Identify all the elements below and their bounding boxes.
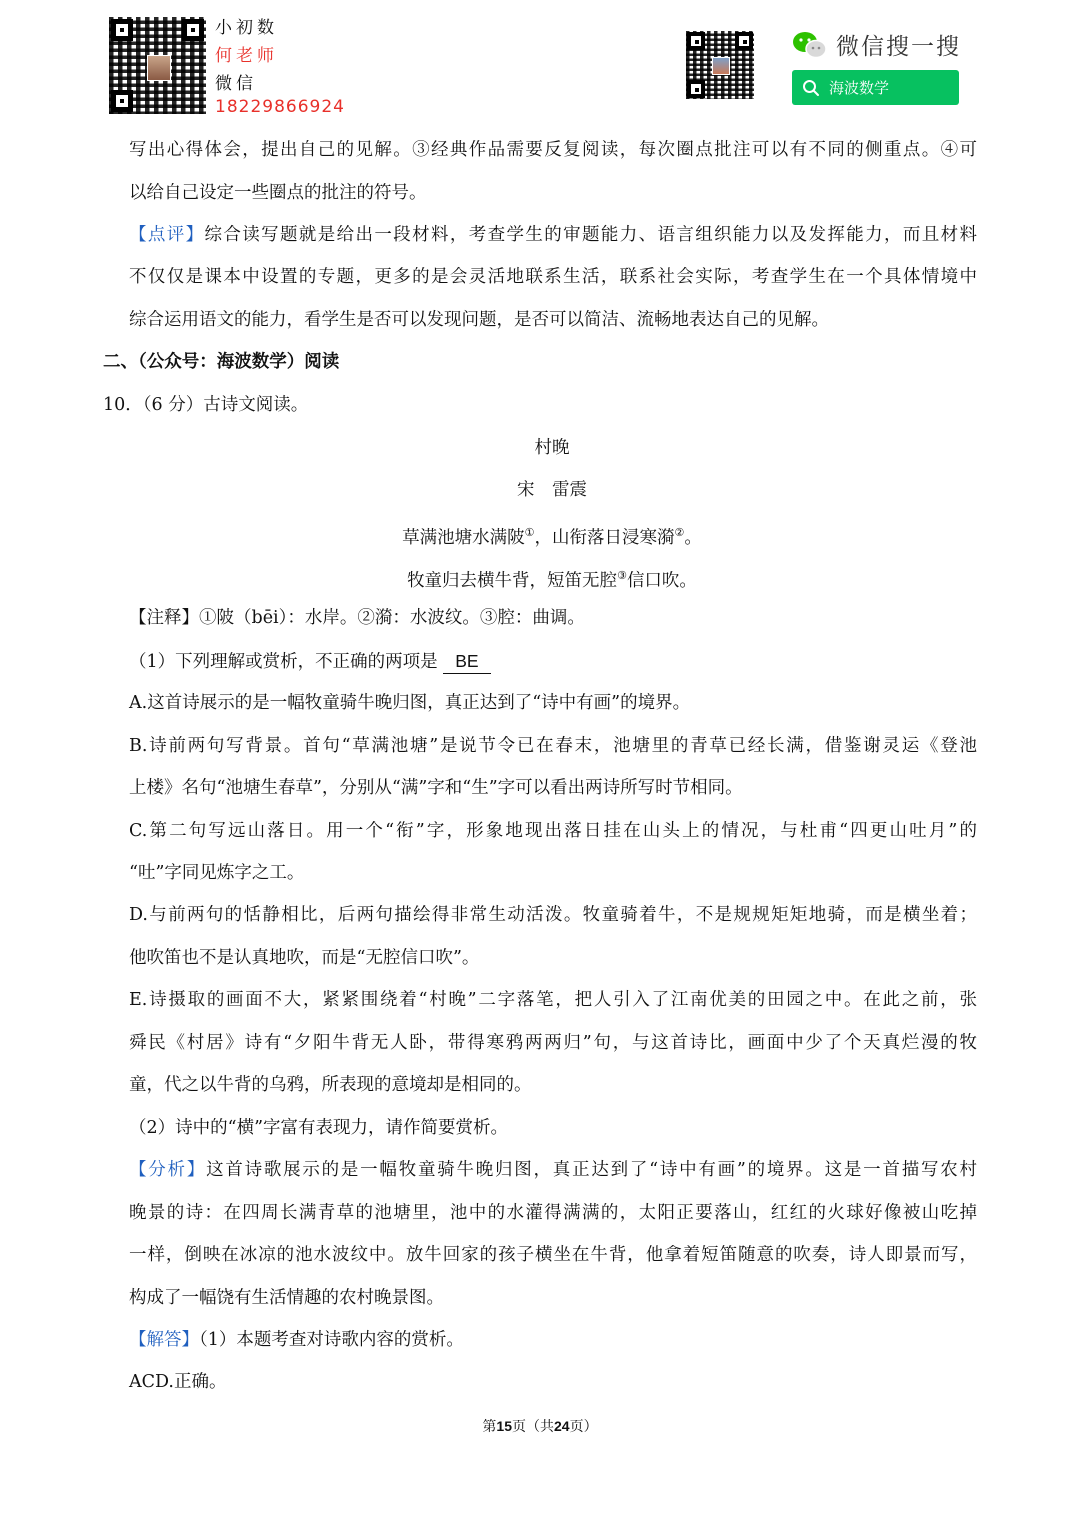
paragraph-line: 以给自己设定一些圈点的批注的符号。 [129,183,427,203]
analysis-line-4: 构成了一幅饶有生活情趣的农村晚景图。 [129,1288,444,1308]
poem-title: 村晚 [534,438,570,458]
option-d-line-2: 他吹笛也不是认真地吹，而是“无腔信口吹”。 [129,948,480,968]
option-e-line-3: 童，代之以牛背的乌鸦，所表现的意境却是相同的。 [129,1075,532,1095]
answer-line-1: 【解答】（1）本题考查对诗歌内容的赏析。 [129,1330,464,1350]
qr-label-line-2: 何老师 [215,46,278,66]
qr-code-right [686,31,754,99]
poem-author: 宋 雷震 [517,480,587,500]
search-button-label: 海波数学 [829,79,890,97]
poem-line-1: 草满池塘水满陂①，山衔落日浸寒漪②。 [402,526,702,548]
option-b-line-2: 上楼》名句“池塘生春草”，分别从“满”字和“生”字可以看出两诗所写时节相同。 [129,778,743,798]
wechat-search-label: 微信搜一搜 [836,34,961,60]
analysis-line-1: 【分析】这首诗歌展示的是一幅牧童骑牛晚归图，真正达到了“诗中有画”的境界。这是一首描写农村 [129,1160,978,1180]
paragraph-line: 写出心得体会，提出自己的见解。③经典作品需要反复阅读，每次圈点批注可以有不同的侧重点。④可 [129,140,977,160]
analysis-line-2: 晚景的诗：在四周长满青草的池塘里，池中的水灌得满满的，太阳正要落山，红红的火球好像被山吃掉 [129,1203,977,1223]
wechat-search-banner [792,28,961,61]
qr-avatar [147,55,171,81]
review-tag: 【点评】 [129,225,205,245]
poem-line-2: 牧童归去横牛背，短笛无腔③信口吹。 [407,569,697,591]
sub-question-1: （1）下列理解或赏析，不正确的两项是 BE [129,649,491,674]
answer-tag: 【解答】 [129,1330,199,1350]
answer-line-2: ACD.正确。 [129,1372,227,1392]
section-title: 二、（公众号：海波数学）阅读 [103,352,340,372]
review-line-1: 【点评】综合读写题就是给出一段材料，考查学生的审题能力、语言组织能力以及发挥能力，而且材料 [129,225,977,245]
question-10: 10．（6 分）古诗文阅读。 [103,395,309,415]
qr-label-line-1: 小初数 [215,18,278,38]
qr-label-phone: 18229866924 [215,97,345,117]
option-e-line-1: E.诗摄取的画面不大，紧紧围绕着“村晚”二字落笔，把人引入了江南优美的田园之中。在此之前，张 [129,990,977,1010]
option-c-line-2: “吐”字同见炼字之工。 [129,863,305,883]
option-a: A.这首诗展示的是一幅牧童骑牛晚归图，真正达到了“诗中有画”的境界。 [129,693,691,713]
qr-code-left [109,17,206,114]
analysis-line-3: 一样，倒映在冰凉的池水波纹中。放牛回家的孩子横坐在牛背，他拿着短笛随意的吹奏，诗人即景而写， [129,1245,977,1265]
search-icon [802,79,820,97]
review-line-3: 综合运用语文的能力，看学生是否可以发现问题，是否可以简洁、流畅地表达自己的见解。 [129,310,829,330]
page-number: 第15页（共24页） [482,1418,598,1435]
haibo-math-search-button[interactable] [792,70,959,105]
wechat-logo-icon [792,30,828,60]
option-d-line-1: D.与前两句的恬静相比，后两句描绘得非常生动活泼。牧童骑着牛，不是规规矩矩地骑，而是横坐着； [129,905,977,925]
poem-notes: 【注释】①陂（bēi）：水岸。②漪：水波纹。③腔：曲调。 [129,608,585,628]
qr-label-line-3: 微信 [215,74,257,94]
option-b-line-1: B.诗前两句写背景。首句“草满池塘”是说节令已在春末，池塘里的青草已经长满，借鉴谢灵运《登池 [129,736,977,756]
sub-question-2: （2）诗中的“横”字富有表现力，请作简要赏析。 [129,1118,509,1138]
analysis-tag: 【分析】 [129,1160,207,1180]
review-line-2: 不仅仅是课本中设置的专题，更多的是会灵活地联系生活，联系社会实际，考查学生在一个具体情境中 [129,267,977,287]
option-c-line-1: C.第二句写远山落日。用一个“衔”字，形象地现出落日挂在山头上的情况，与杜甫“四更山吐月”的 [129,821,977,841]
option-e-line-2: 舜民《村居》诗有“夕阳牛背无人卧，带得寒鸦两两归”句，与这首诗比，画面中少了个天真烂漫的牧 [129,1033,977,1053]
answer-blank: BE [443,649,490,674]
